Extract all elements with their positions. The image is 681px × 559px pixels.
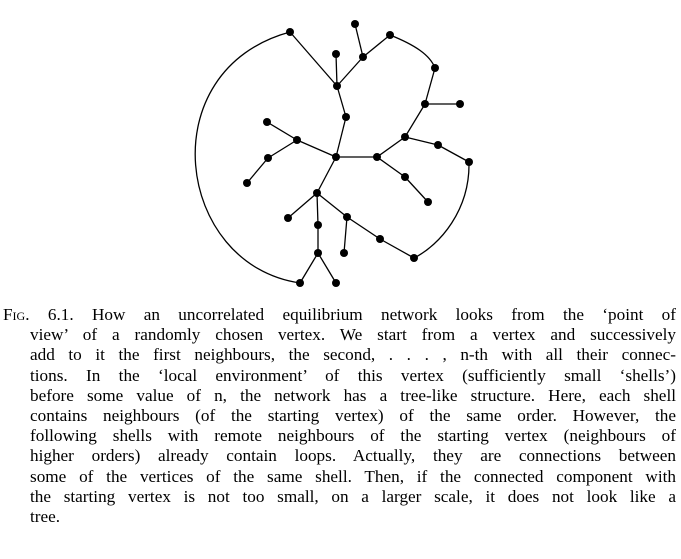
- vertex-db: [314, 221, 322, 229]
- caption-line-1: Fig. 6.1. How an uncorrelated equilibrium network looks from the ‘point of: [3, 305, 676, 324]
- edge-r6-r7: [438, 145, 469, 162]
- edge-dc-de: [318, 253, 336, 283]
- vertex-u2: [333, 82, 341, 90]
- vertex-ud: [351, 20, 359, 28]
- vertex-r7: [465, 158, 473, 166]
- vertex-r8: [401, 173, 409, 181]
- edge-u1-u2: [337, 86, 346, 117]
- edge-df-dg: [344, 217, 347, 253]
- figure-label: Fig. 6.1.: [3, 305, 74, 324]
- edge-uc-ud: [355, 24, 363, 57]
- edge-u2-ua: [290, 32, 337, 86]
- edge-d1-db: [317, 193, 318, 225]
- vertex-dc: [314, 249, 322, 257]
- network-nodes: [243, 20, 473, 287]
- vertex-r6: [434, 141, 442, 149]
- edge-dc-dd: [300, 253, 318, 283]
- vertex-dg: [340, 249, 348, 257]
- edge-r2-r3: [405, 104, 425, 137]
- edge-l1-la: [267, 122, 297, 140]
- edge-dh-di: [380, 239, 414, 258]
- vertex-uc: [359, 53, 367, 61]
- vertex-la: [263, 118, 271, 126]
- edge-d1-da: [288, 193, 317, 218]
- edge-uc-ue: [363, 35, 390, 57]
- vertex-l1: [293, 136, 301, 144]
- edge-c-u1: [336, 117, 346, 157]
- vertex-dh: [376, 235, 384, 243]
- vertex-r1: [373, 153, 381, 161]
- network-edges: [247, 24, 469, 283]
- caption-line-2: view’ of a randomly chosen vertex. We start from a vertex and successively: [30, 325, 676, 345]
- vertex-da: [284, 214, 292, 222]
- edge-c-l1: [297, 140, 336, 157]
- vertex-r3: [421, 100, 429, 108]
- caption-line-9: some of the vertices of the same shell. Then, if the connected component with: [30, 466, 676, 486]
- vertex-lc: [243, 179, 251, 187]
- vertex-r4: [431, 64, 439, 72]
- edge-r8-r9: [405, 177, 428, 202]
- caption-line-4: tions. In the ‘local environment’ of this vertex (sufficiently small ‘shells’): [30, 365, 676, 385]
- caption-line-6: contains neighbours (of the starting vertex) of the same order. However, the: [30, 405, 676, 425]
- vertex-ue: [386, 31, 394, 39]
- caption-line-11: tree.: [30, 506, 61, 526]
- vertex-r5: [456, 100, 464, 108]
- edge-d1-df: [317, 193, 347, 217]
- edge-lb-lc: [247, 158, 268, 183]
- caption-line-10: the starting vertex is not too small, on a larger scale, it does not look like a: [30, 486, 676, 506]
- vertex-ub: [332, 50, 340, 58]
- vertex-c: [332, 153, 340, 161]
- loop-edge-left: [195, 32, 300, 283]
- edge-u2-uc: [337, 57, 363, 86]
- edge-r1-r2: [377, 137, 405, 157]
- vertex-lb: [264, 154, 272, 162]
- caption-line-7: following shells with remote neighbours of the starting vertex (neighbours of: [30, 426, 676, 446]
- vertex-r9: [424, 198, 432, 206]
- edge-c-d1: [317, 157, 336, 193]
- edge-r2-r6: [405, 137, 438, 145]
- vertex-u1: [342, 113, 350, 121]
- edge-l1-lb: [268, 140, 297, 158]
- loop-edge-right-top: [390, 35, 435, 68]
- caption-line-5: before some value of n, the network has a tree-like structure. Here, each shell: [30, 385, 676, 405]
- edge-r1-r8: [377, 157, 405, 177]
- figure-caption: [3, 305, 676, 527]
- loop-edge-right: [414, 162, 469, 258]
- edge-r3-r4: [425, 68, 435, 104]
- vertex-r2: [401, 133, 409, 141]
- vertex-de: [332, 279, 340, 287]
- vertex-df: [343, 213, 351, 221]
- caption-line-3: add to it the first neighbours, the second, . . . , n-th with all their connec-: [30, 345, 676, 365]
- edge-u2-ub: [336, 54, 337, 86]
- caption-line-8: higher orders) already contain loops. Actually, they are connections between: [30, 446, 676, 466]
- vertex-d1: [313, 189, 321, 197]
- edge-df-dh: [347, 217, 380, 239]
- vertex-ua: [286, 28, 294, 36]
- vertex-di: [410, 254, 418, 262]
- vertex-dd: [296, 279, 304, 287]
